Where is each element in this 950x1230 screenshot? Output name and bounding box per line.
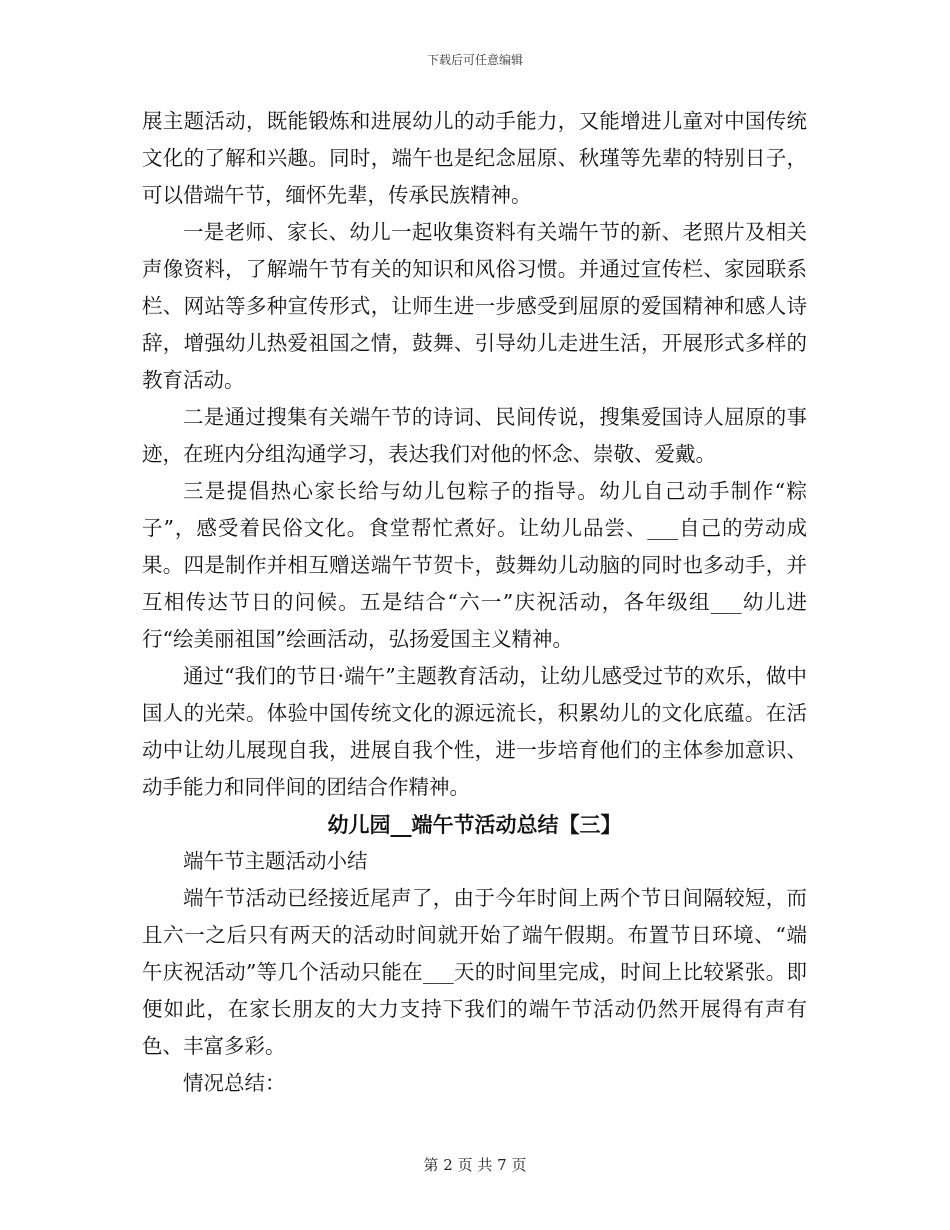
paragraph-activity-overview: 端午节活动已经接近尾声了，由于今年时间上两个节日间隔较短，而且六一之后只有两天的活动时间就开始了端午假期。布置节日环境、“端午庆祝活动”等几个活动只能在___天的时间里完成，时间上比较紧张。即便如此，在家长朋友的大力支持下我们的端午节活动仍然开展得有声有色、丰富多彩。 (142, 886, 807, 1058)
subtitle-activity-summary: 端午节主题活动小结 (183, 849, 368, 873)
page-header: 下载后可任意编辑 (426, 53, 523, 67)
paragraph-collect-materials: 一是老师、家长、幼儿一起收集资料有关端午节的新、老照片及相关声像资料，了解端午节有关的知识和风俗习惯。并通过宣传栏、家园联系栏、网站等多种宣传形式，让师生进一步感受到屈原的爱国精神和感人诗辞，增强幼儿热爱祖国之情，鼓舞、引导幼儿走进生活，开展形式多样的教育活动。 (142, 220, 807, 392)
document-body (142, 103, 807, 1102)
section-title: 幼儿园__端午节活动总结【三】 (327, 812, 622, 837)
page-number: 第 2 页 共 7 页 (423, 1156, 527, 1174)
paragraph-situation-summary: 情况总结： (183, 1071, 286, 1095)
paragraph-conclusion: 通过“我们的节日·端午”主题教育活动，让幼儿感受过节的欢乐，做中国人的光荣。体验中国传统文化的源远流长，积累幼儿的文化底蕴。在活动中让幼儿展现自我，进展自我个性，进一步培育他们的主体参加意识、动手能力和同伴间的团结合作精神。 (142, 664, 807, 799)
paragraph-poems-legends: 二是通过搜集有关端午节的诗词、民间传说，搜集爱国诗人屈原的事迹，在班内分组沟通学习，表达我们对他的怀念、崇敬、爱戴。 (142, 405, 807, 466)
paragraph-zongzi-cards: 三是提倡热心家长给与幼儿包粽子的指导。幼儿自己动手制作“粽子”，感受着民俗文化。食堂帮忙煮好。让幼儿品尝、___自己的劳动成果。四是制作并相互赠送端午节贺卡，鼓舞幼儿动脑的同时也多动手，并互相传达节日的问候。五是结合“六一”庆祝活动，各年级组___幼儿进行“绘美丽祖国”绘画活动，弘扬爱国主义精神。 (142, 479, 807, 651)
paragraph-continuation: 展主题活动，既能锻炼和进展幼儿的动手能力，又能增进儿童对中国传统文化的了解和兴趣。同时，端午也是纪念屈原、秋瑾等先辈的特别日子，可以借端午节，缅怀先辈，传承民族精神。 (142, 109, 807, 207)
